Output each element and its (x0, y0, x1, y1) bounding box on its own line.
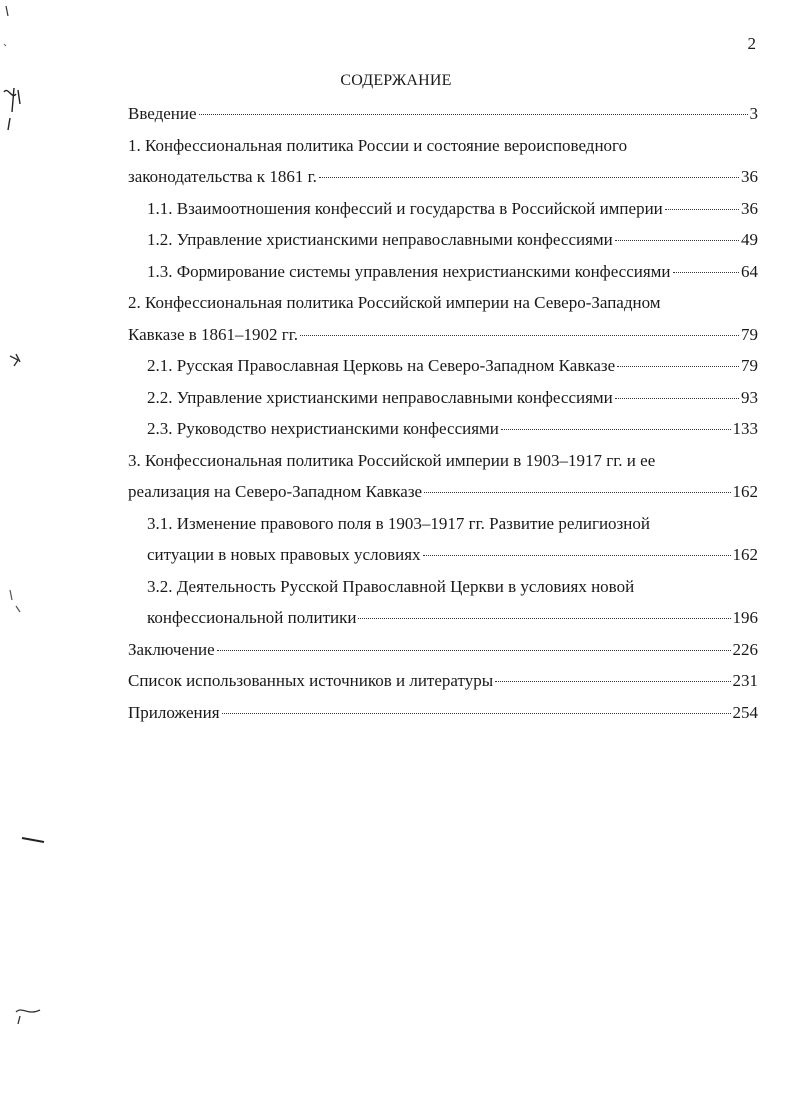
dot-leader (665, 208, 739, 210)
toc-entry-page: 64 (741, 261, 758, 281)
dot-leader (615, 239, 739, 241)
toc-entry-text: 2.1. Русская Православная Церковь на Северо-Западном Кавказе (147, 356, 616, 375)
toc-entry-chapter-2 (128, 319, 758, 351)
toc-entry-page: 162 (732, 482, 758, 501)
toc-entry-text: 2. Конфессиональная политика Российской империи на Северо-Западном (128, 293, 661, 312)
toc-entry-chapter-3 (128, 476, 758, 508)
toc-entry-section-3-1 (128, 539, 758, 571)
toc-entry-chapter-1-line1 (128, 130, 758, 162)
dot-leader (673, 271, 739, 273)
toc-entry-section-1-2 (128, 224, 758, 256)
dot-leader (319, 176, 739, 178)
margin-scan-marks (0, 0, 60, 1099)
toc-entry-page: 226 (732, 639, 758, 659)
toc-entry-page: 3 (749, 104, 758, 123)
toc-entry-text: 3. Конфессиональная политика Российской империи в 1903–1917 гг. и ее (128, 450, 656, 470)
toc-entry-section-2-2 (128, 382, 758, 414)
toc-entry-chapter-3-line1 (128, 445, 758, 477)
toc-entry-page: 49 (741, 230, 758, 249)
toc-entry-page: 79 (741, 356, 758, 375)
dot-leader (424, 491, 730, 493)
toc-entry-text: 3.1. Изменение правового поля в 1903–1917 гг. Развитие религиозной (147, 513, 650, 533)
toc-entry-page: 133 (732, 419, 758, 438)
table-of-contents (128, 98, 758, 728)
toc-entry-page: 36 (741, 167, 758, 186)
toc-entry-text: Список использованных источников и литературы (128, 671, 494, 690)
toc-entry-appendices (128, 697, 758, 729)
toc-entry-text: законодательства к 1861 г. (128, 167, 317, 186)
toc-entry-section-1-1 (128, 193, 758, 225)
dot-leader (501, 428, 731, 430)
toc-entry-text: 2.2. Управление христианскими неправославными конфессиями (147, 387, 613, 407)
dot-leader (300, 334, 739, 336)
toc-entry-page: 93 (741, 387, 758, 407)
toc-entry-text: Заключение (128, 639, 215, 659)
toc-entry-text: конфессиональной политики (147, 608, 357, 627)
dot-leader (423, 554, 731, 556)
toc-entry-conclusion (128, 634, 758, 666)
dot-leader (495, 680, 730, 682)
page-title: СОДЕРЖАНИЕ (340, 72, 452, 89)
dot-leader (615, 397, 739, 399)
toc-entry-text: 1.2. Управление христианскими неправославными конфессиями (147, 230, 613, 249)
page-number: 2 (747, 34, 756, 53)
dot-leader (217, 649, 731, 651)
toc-entry-page: 196 (732, 608, 758, 627)
dot-leader (222, 712, 731, 714)
toc-entry-text: ситуации в новых правовых условиях (147, 545, 421, 564)
toc-entry-section-3-1-line1 (128, 508, 758, 540)
toc-entry-text: 1.3. Формирование системы управления нехристианскими конфессиями (147, 261, 671, 281)
toc-entry-section-3-2-line1 (128, 571, 758, 603)
toc-entry-section-3-2 (128, 602, 758, 634)
dot-leader (199, 113, 748, 115)
dot-leader (617, 365, 739, 367)
toc-entry-introduction (128, 98, 758, 130)
dot-leader (358, 617, 730, 619)
toc-entry-chapter-2-line1 (128, 287, 758, 319)
toc-entry-references (128, 665, 758, 697)
toc-entry-page: 36 (741, 198, 758, 218)
toc-entry-section-1-3 (128, 256, 758, 288)
toc-entry-chapter-1 (128, 161, 758, 193)
toc-entry-text: 1.1. Взаимоотношения конфессий и государства в Российской империи (147, 198, 663, 218)
toc-entry-page: 162 (732, 545, 758, 564)
toc-entry-section-2-3 (128, 413, 758, 445)
toc-entry-text: 1. Конфессиональная политика России и состояние вероисповедного (128, 135, 628, 155)
toc-entry-text: Введение (128, 104, 197, 123)
toc-entry-text: 3.2. Деятельность Русской Православной Церкви в условиях новой (147, 576, 635, 596)
toc-entry-page: 254 (732, 702, 758, 722)
toc-entry-section-2-1 (128, 350, 758, 382)
toc-entry-text: Кавказе в 1861–1902 гг. (128, 324, 299, 344)
toc-entry-text: реализация на Северо-Западном Кавказе (128, 482, 423, 501)
toc-entry-page: 79 (741, 324, 758, 344)
toc-entry-text: 2.3. Руководство нехристианскими конфессиями (147, 419, 499, 438)
toc-entry-text: Приложения (128, 702, 220, 722)
toc-entry-page: 231 (732, 671, 758, 690)
